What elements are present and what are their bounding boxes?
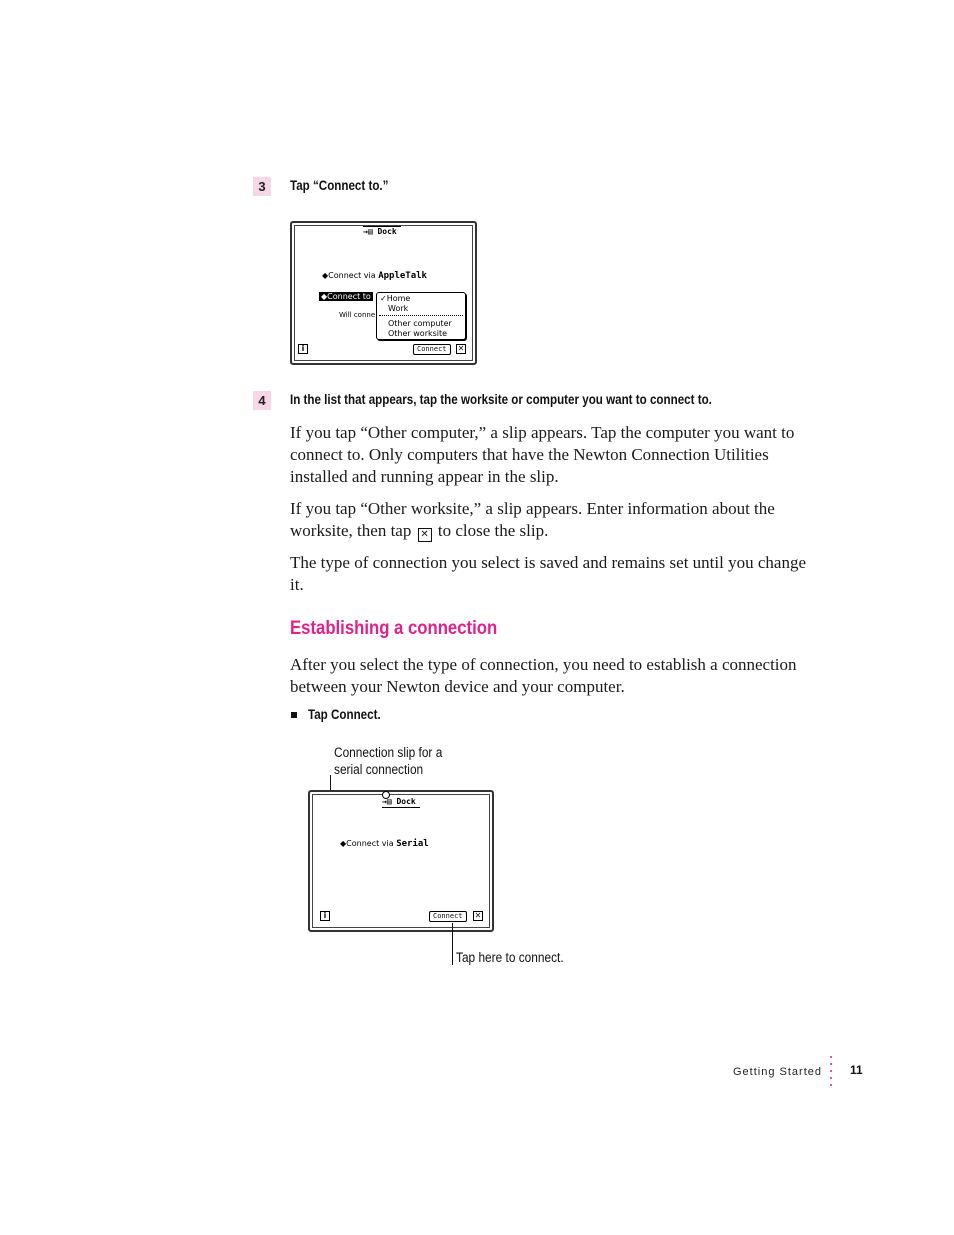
dock-icon: →▤: [363, 227, 373, 236]
footer-section-name: Getting Started: [733, 1066, 822, 1078]
close-icon[interactable]: ✕: [474, 911, 482, 920]
step-number-4: 4: [253, 391, 271, 410]
dock-title: [363, 227, 397, 236]
close-icon[interactable]: ✕: [457, 344, 465, 353]
page-number: 11: [850, 1063, 863, 1077]
footer-dotted-rule: [830, 1056, 833, 1091]
section-intro: After you select the type of connection, you need to establish a connection between your Newton device and your computer.: [290, 655, 797, 696]
popup-item-other-computer[interactable]: Other computer: [388, 319, 452, 328]
connect-via-row[interactable]: [322, 271, 427, 281]
popup-item-home[interactable]: ✓Home: [380, 294, 411, 303]
section-heading: Establishing a connection: [290, 618, 498, 639]
dock-title-label: Dock: [396, 797, 416, 806]
connect-button[interactable]: Connect: [429, 911, 467, 922]
connect-via-value: Serial: [396, 839, 429, 849]
paragraph-saved-connection: The type of connection you select is saved and remains set until you change it.: [290, 553, 806, 594]
dock-title-label: Dock: [377, 227, 397, 236]
close-box-icon: ✕: [418, 528, 432, 542]
bullet-square: [291, 712, 297, 718]
info-icon[interactable]: i: [320, 911, 330, 921]
popup-divider: [379, 315, 463, 316]
bullet-tap-connect: Tap Connect.: [308, 707, 381, 722]
connect-to-popup-menu: [376, 292, 466, 340]
newton-screen-serial: [308, 790, 494, 932]
caption-tap-connect: Tap here to connect.: [456, 950, 564, 965]
title-underline: [382, 807, 420, 808]
paragraph-other-worksite: [290, 498, 820, 542]
paragraph-other-worksite-end: to close the slip.: [437, 521, 549, 540]
connect-to-picker[interactable]: ◆Connect to: [321, 292, 371, 301]
step-4-text: In the list that appears, tap the worksite or computer you want to connect to.: [290, 392, 712, 407]
dock-icon: →▤: [382, 797, 392, 806]
caption-connection-slip: Connection slip for a serial connection: [334, 745, 443, 777]
paragraph-other-computer: If you tap “Other computer,” a slip appears. Tap the computer you want to connect to. Only computers that have the Newton Connection Utilities installed and running appear in the slip.: [290, 423, 795, 486]
connect-button[interactable]: Connect: [413, 344, 451, 355]
dock-title: [382, 797, 416, 806]
connect-via-value: AppleTalk: [378, 271, 427, 281]
popup-item-work[interactable]: Work: [388, 304, 409, 313]
connect-via-row[interactable]: [340, 839, 429, 849]
connect-via-label: ◆Connect via: [340, 839, 394, 848]
step-number-3: 3: [253, 177, 271, 196]
info-icon[interactable]: i: [298, 344, 308, 354]
callout-line-connect: [452, 923, 453, 965]
will-connect-text: Will conne: [339, 311, 376, 319]
connect-via-label: ◆Connect via: [322, 271, 376, 280]
popup-item-other-worksite[interactable]: Other worksite: [388, 329, 448, 338]
newton-screen-connect-to: [290, 221, 477, 365]
step-3-text: Tap “Connect to.”: [290, 178, 389, 193]
paragraph-other-worksite-start: If you tap “Other worksite,” a slip appears. Enter information about the worksite, then tap: [290, 499, 775, 540]
